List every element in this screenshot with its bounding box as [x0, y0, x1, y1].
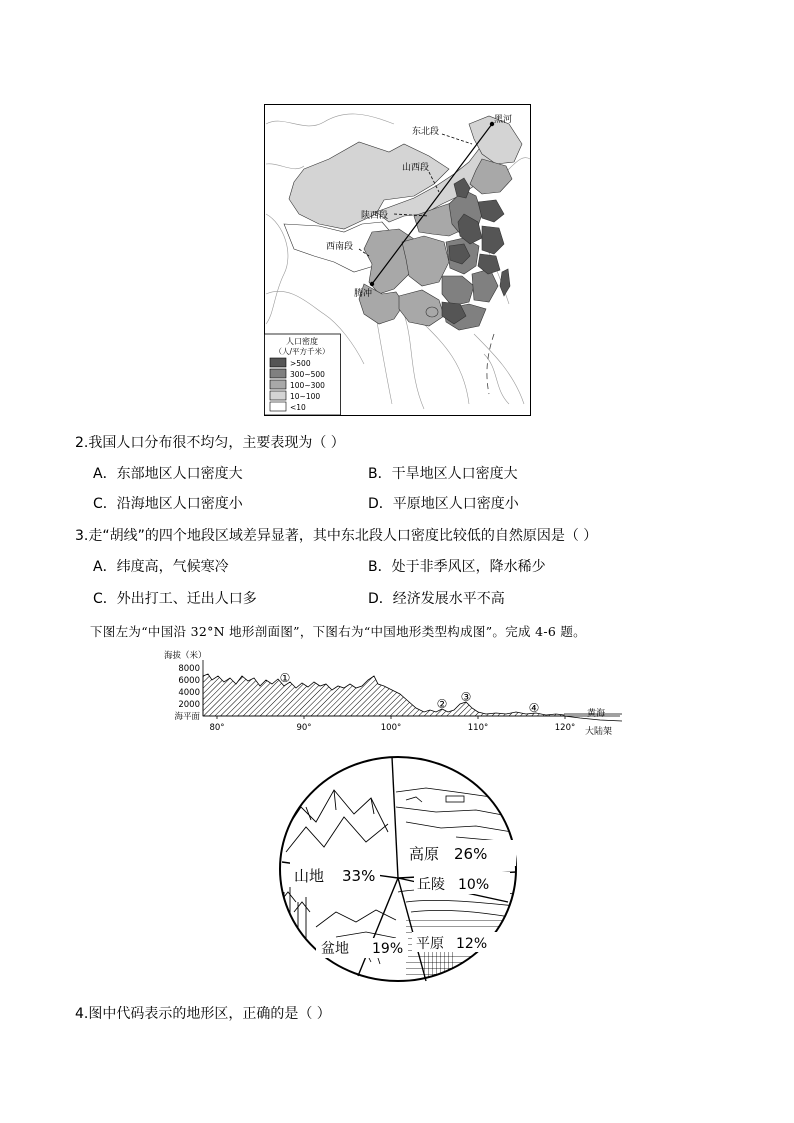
ytick-4000: 4000	[178, 688, 200, 698]
q2-option-a[interactable]: A．东部地区人口密度大	[93, 466, 243, 482]
plain-label: 平原	[416, 936, 444, 952]
q2-option-d[interactable]: D．平原地区人口密度小	[368, 496, 519, 512]
terrain-profile	[203, 674, 564, 716]
tengchong-label: 腾冲	[354, 289, 373, 299]
legend-swatch	[270, 391, 286, 400]
continental-shelf-label: 大陆架	[585, 727, 613, 737]
terrain-composition-chart	[276, 752, 520, 986]
shaanxi-label: 陕西段	[361, 211, 389, 221]
ytick-8000: 8000	[178, 664, 200, 674]
shanxi-label: 山西段	[402, 163, 430, 173]
basin-percent: 19%	[372, 941, 404, 957]
group-intro-text: 下图左为“中国沿 32°N 地形剖面图”，下图右为“中国地形类型构成图”。完成 4-6 题。	[90, 624, 586, 639]
q3-option-d[interactable]: D．经济发展水平不高	[368, 591, 505, 607]
legend-swatch	[270, 369, 286, 378]
q3-option-b[interactable]: B．处于非季风区，降水稀少	[368, 559, 546, 575]
marker-4: ④	[528, 701, 540, 715]
population-density-map	[264, 104, 531, 416]
legend-swatch	[270, 402, 286, 411]
plain-illustration	[406, 920, 516, 986]
ytick-sea-level: 海平面	[174, 712, 200, 722]
q3-option-c[interactable]: C．外出打工、迁出人口多	[93, 591, 257, 607]
legend-swatch	[270, 380, 286, 389]
xinan-label: 西南段	[326, 242, 354, 252]
marker-2: ②	[436, 697, 448, 711]
legend-label: >500	[290, 359, 311, 368]
question-4-stem: 4.图中代码表示的地形区，正确的是（ ）	[75, 1006, 331, 1022]
map-legend	[265, 334, 341, 415]
q3-option-a[interactable]: A．纬度高，气候寒冷	[93, 559, 229, 575]
xtick-80: 80°	[209, 723, 225, 733]
q2-option-b[interactable]: B．干旱地区人口密度大	[368, 466, 518, 482]
marker-1: ①	[279, 671, 291, 685]
dongbei-label: 东北段	[412, 127, 440, 137]
legend-title: 人口密度	[286, 337, 318, 346]
q2-option-c[interactable]: C．沿海地区人口密度小	[93, 496, 243, 512]
legend-label: 10~100	[290, 392, 321, 401]
plain-percent: 12%	[456, 936, 488, 952]
terrain-profile-chart	[160, 646, 630, 738]
legend-unit: （人/平方千米）	[274, 347, 330, 356]
x-tick-marks	[217, 716, 565, 719]
mountain-label: 山地	[294, 867, 325, 885]
profile-svg	[160, 646, 630, 738]
basin-label: 盆地	[321, 941, 349, 957]
plateau-label: 高原	[409, 845, 440, 863]
hill-label: 丘陵	[417, 877, 445, 893]
xtick-100: 100°	[380, 723, 402, 733]
yellow-sea-label: 黄海	[587, 709, 606, 719]
xtick-110: 110°	[467, 723, 489, 733]
question-3-stem: 3.走“胡线”的四个地段区域差异显著，其中东北段人口密度比较低的自然原因是（ ）	[75, 528, 598, 544]
heihe-label: 黑河	[494, 115, 513, 125]
mountain-percent: 33%	[342, 867, 376, 885]
map-svg	[264, 104, 531, 416]
marker-3: ③	[460, 690, 472, 704]
plateau-percent: 26%	[454, 845, 488, 863]
ytick-2000: 2000	[178, 700, 200, 710]
question-2-stem: 2.我国人口分布很不均匀，主要表现为（ ）	[75, 435, 345, 451]
legend-swatch	[270, 358, 286, 367]
region-hainan	[426, 307, 438, 317]
pie-svg	[276, 752, 520, 986]
legend-label: 100~300	[290, 381, 325, 390]
profile-ylabel: 海拔（米）	[164, 651, 207, 661]
xtick-90: 90°	[296, 723, 312, 733]
legend-label: 300~500	[290, 370, 325, 379]
tengchong-point	[370, 282, 374, 286]
legend-label: <10	[290, 403, 306, 412]
ytick-6000: 6000	[178, 676, 200, 686]
xtick-120: 120°	[554, 723, 576, 733]
hill-percent: 10%	[458, 877, 490, 893]
